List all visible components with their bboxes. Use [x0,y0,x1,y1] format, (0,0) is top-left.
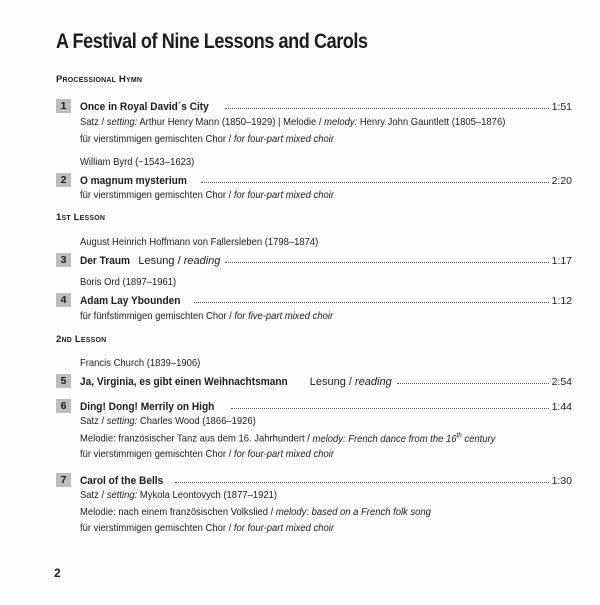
author-line: Francis Church (1839–1906) [80,357,201,369]
track-row [80,372,572,388]
choir-line: für vierstimmigen gemischten Chor / for four-part mixed choir [80,522,335,534]
section-1st-lesson: 1st Lesson [56,212,106,223]
credit-line: Satz / setting: Arthur Henry Mann (1850–1929) | Melodie / melody: Henry John Gauntlett (1805–1876) [80,116,506,128]
leader-dots [225,262,548,263]
track-duration: 1:12 [551,295,572,307]
track-number: 4 [56,293,71,307]
track-row [80,251,572,267]
track-number: 3 [56,253,71,267]
page-number: 2 [54,566,61,580]
author-line: August Heinrich Hoffmann von Fallersleben (1798–1874) [80,236,319,248]
leader-dots [194,302,548,303]
page-title: A Festival of Nine Lessons and Carols [56,30,368,53]
track-number: 2 [56,173,71,187]
leader-dots [225,108,549,109]
track-number: 6 [56,399,71,413]
track-number: 7 [56,473,71,487]
choir-line: für vierstimmigen gemischten Chor / for four-part mixed choir [80,189,335,201]
choir-line: für fünfstimmigen gemischten Chor / for five-part mixed choir [80,310,334,322]
track-duration: 2:20 [551,175,572,187]
choir-line: für vierstimmigen gemischten Chor / for four-part mixed choir [80,133,335,145]
leader-dots [397,383,549,384]
track-row [80,397,572,413]
track-title: O magnum mysterium [80,175,187,187]
track-duration: 1:44 [551,401,572,413]
track-duration: 1:17 [551,255,572,267]
track-row [80,471,572,487]
track-duration: 1:30 [551,475,572,487]
track-duration: 1:51 [551,101,572,113]
track-row [80,97,572,113]
choir-line: für vierstimmigen gemischten Chor / for four-part mixed choir [80,448,335,460]
track-number: 1 [56,99,71,113]
track-duration: 2:54 [551,376,572,388]
leader-dots [201,182,548,183]
melody-line: Melodie: französischer Tanz aus dem 16. Jahrhundert / melody: French dance from the 16th century [80,432,496,445]
track-row [80,171,572,187]
track-title: Der Traum [80,255,131,267]
section-processional-hymn: Processional Hymn [56,74,143,85]
melody-line: Melodie: nach einem französischen Volkslied / melody: based on a French folk song [80,506,431,518]
composer-line: Boris Ord (1897–1961) [80,276,177,288]
composer-line: William Byrd (~1543–1623) [80,156,195,168]
track-row [80,291,572,307]
track-note: Lesung / reading [138,255,221,267]
track-number: 5 [56,374,71,388]
leader-dots [231,408,549,409]
track-title: Ja, Virginia, es gibt einen Weihnachtsmann [80,376,288,388]
section-2nd-lesson: 2nd Lesson [56,334,107,345]
credit-line: Satz / setting: Charles Wood (1866–1926) [80,415,256,427]
track-title: Ding! Dong! Merrily on High [80,401,215,413]
track-title: Once in Royal David´s City [80,101,209,113]
credit-line: Satz / setting: Mykola Leontovych (1877–1921) [80,489,278,501]
track-note: Lesung / reading [309,376,392,388]
track-title: Carol of the Bells [80,475,164,487]
leader-dots [175,482,548,483]
track-title: Adam Lay Ybounden [80,295,181,307]
